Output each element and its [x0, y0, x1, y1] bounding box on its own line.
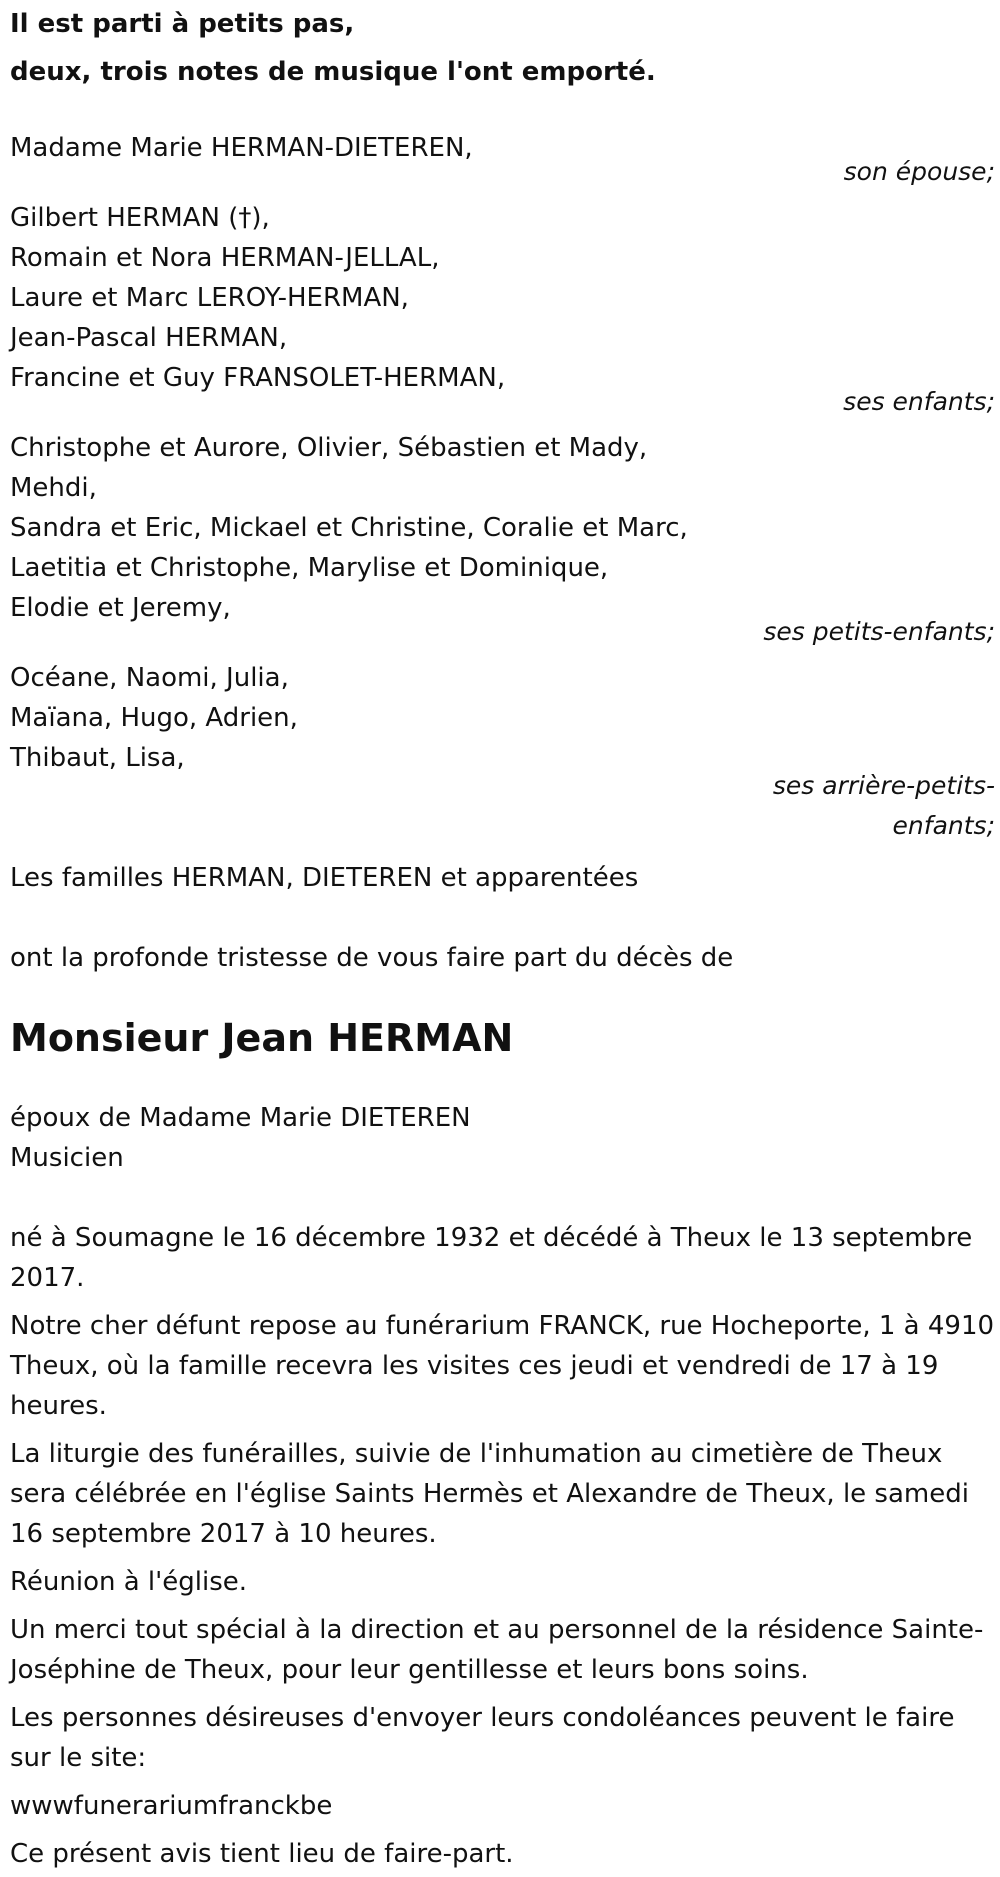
family-role-label: ses arrière-petits-: [772, 771, 995, 800]
website-line: wwwfunerariumfranckbe: [10, 1791, 333, 1821]
epigraph-line-1: Il est parti à petits pas,: [10, 9, 355, 39]
spouse-line: époux de Madame Marie DIETEREN: [10, 1103, 471, 1133]
meeting-paragraph: Réunion à l'église.: [10, 1567, 248, 1597]
visitation-paragraph: Notre cher défunt repose au funérarium FRANCK, rue Hocheporte, 1 à 4910 Theux, où la famille recevra les visites ces jeudi et vendredi de 17 à 19 heures.: [10, 1311, 995, 1421]
condolences-paragraph: Les personnes désireuses d'envoyer leurs condoléances peuvent le faire sur le site:: [10, 1703, 955, 1773]
family-role-label: ses petits-enfants;: [763, 617, 995, 646]
family-role-label: enfants;: [892, 811, 995, 840]
family-name-line: Laure et Marc LEROY-HERMAN,: [10, 283, 409, 313]
obituary-notice: [10, 0, 995, 1874]
family-name-line: Madame Marie HERMAN-DIETEREN,: [10, 133, 473, 163]
family-name-line: Jean-Pascal HERMAN,: [10, 323, 288, 353]
family-name-line: Francine et Guy FRANSOLET-HERMAN,: [10, 363, 506, 393]
families-line: Les familles HERMAN, DIETEREN et apparentées: [10, 863, 639, 893]
family-name-line: Maïana, Hugo, Adrien,: [10, 703, 298, 733]
announcement-line: ont la profonde tristesse de vous faire part du décès de: [10, 943, 734, 973]
epigraph: [10, 4, 995, 92]
family-name-line: Sandra et Eric, Mickael et Christine, Coralie et Marc,: [10, 513, 688, 543]
family-name-line: Océane, Naomi, Julia,: [10, 663, 289, 693]
family-role-label: son épouse;: [843, 157, 995, 186]
family-name-line: Thibaut, Lisa,: [10, 743, 185, 773]
thanks-paragraph: Un merci tout spécial à la direction et au personnel de la résidence Sainte-Joséphine de Theux, pour leur gentillesse et leurs bons soins.: [10, 1615, 984, 1685]
epigraph-line-2: deux, trois notes de musique l'ont emporté.: [10, 57, 656, 87]
funeral-paragraph: La liturgie des funérailles, suivie de l'inhumation au cimetière de Theux sera célébrée en l'église Saints Hermès et Alexandre de Theux, le samedi 16 septembre 2017 à 10 heures.: [10, 1439, 969, 1549]
family-name-line: Mehdi,: [10, 473, 97, 503]
family-group-children: [10, 198, 995, 422]
closing-paragraph: Ce présent avis tient lieu de faire-part.: [10, 1839, 514, 1869]
family-group-great-grandchildren: [10, 658, 995, 846]
family-name-line: Laetitia et Christophe, Marylise et Dominique,: [10, 553, 609, 583]
family-name-line: Elodie et Jeremy,: [10, 593, 231, 623]
family-group-spouse: [10, 128, 995, 192]
family-role-label: ses enfants;: [843, 387, 995, 416]
deceased-name: Monsieur Jean HERMAN: [10, 1016, 514, 1060]
family-name-line: Christophe et Aurore, Olivier, Sébastien et Mady,: [10, 433, 648, 463]
family-name-line: Romain et Nora HERMAN-JELLAL,: [10, 243, 440, 273]
family-name-line: Gilbert HERMAN (†),: [10, 203, 270, 233]
occupation-line: Musicien: [10, 1143, 124, 1173]
family-group-grandchildren: [10, 428, 995, 652]
birth-death-paragraph: né à Soumagne le 16 décembre 1932 et décédé à Theux le 13 septembre 2017.: [10, 1223, 973, 1293]
